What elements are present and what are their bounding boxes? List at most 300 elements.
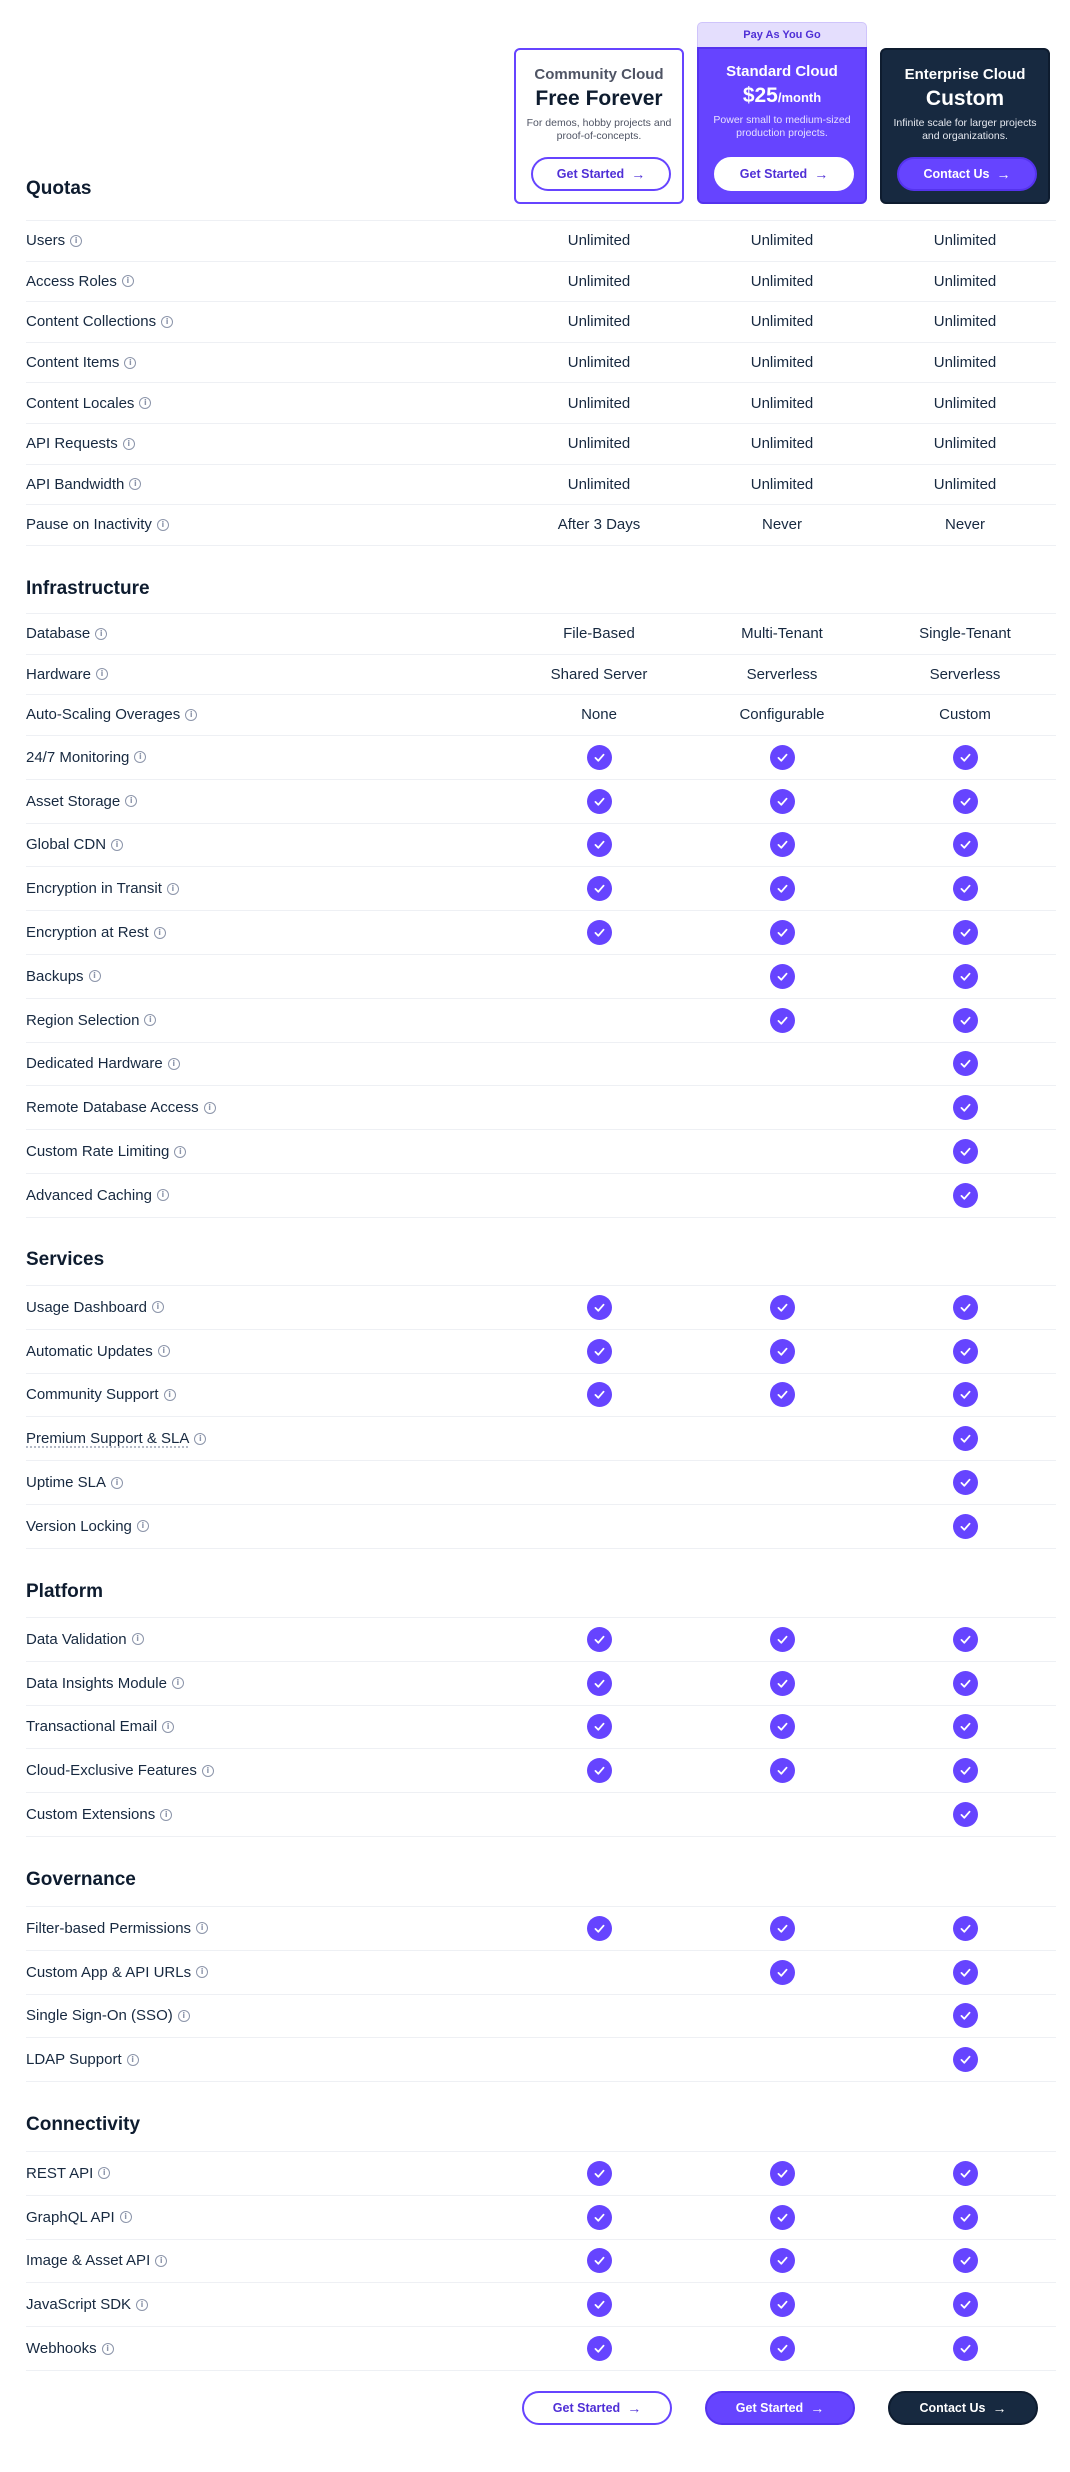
feature-label (26, 1618, 144, 1661)
feature-check-cell (697, 780, 867, 823)
info-icon[interactable]: i (168, 1058, 180, 1070)
feature-row-api-bandwidth (26, 464, 1056, 505)
feature-label (26, 1130, 186, 1173)
check-icon (953, 2248, 978, 2273)
section-title-infrastructure: Infrastructure (26, 578, 150, 599)
footer-standard-get-started-button[interactable] (705, 2391, 855, 2425)
feature-label (26, 1374, 176, 1417)
button-label: Get Started (739, 167, 808, 181)
feature-label-text: LDAP Support (26, 2051, 122, 2069)
check-icon (770, 1916, 795, 1941)
feature-label-text: Encryption at Rest (26, 924, 149, 942)
feature-label-text: Encryption in Transit (26, 880, 162, 898)
feature-value: Unlimited (933, 435, 997, 453)
check-icon (953, 1051, 978, 1076)
feature-label-text: Content Items (26, 354, 120, 372)
feature-label-text: Single Sign-On (SSO) (26, 2007, 173, 2025)
check-icon (770, 2336, 795, 2361)
feature-check-cell (880, 780, 1050, 823)
info-icon[interactable]: i (111, 1477, 123, 1489)
info-icon[interactable]: i (161, 316, 173, 328)
check-icon (587, 1295, 612, 1320)
feature-check-cell (880, 1086, 1050, 1129)
footer-enterprise-contact-us-button[interactable] (888, 2391, 1038, 2425)
info-icon[interactable]: i (134, 751, 146, 763)
feature-label-text: Content Collections (26, 313, 157, 331)
info-icon[interactable]: i (194, 1433, 206, 1445)
check-icon (953, 1183, 978, 1208)
feature-label (26, 2152, 110, 2195)
check-icon (953, 2047, 978, 2072)
check-icon (953, 1802, 978, 1827)
feature-label-text: Automatic Updates (26, 1342, 153, 1360)
feature-label (26, 1417, 206, 1460)
check-icon (953, 2205, 978, 2230)
feature-value: Unlimited (933, 232, 997, 250)
check-icon (953, 1714, 978, 1739)
feature-value: Unlimited (750, 394, 814, 412)
feature-check-cell (880, 1706, 1050, 1749)
info-icon[interactable]: i (196, 1966, 208, 1978)
feature-label (26, 2327, 114, 2370)
info-icon[interactable]: i (136, 2299, 148, 2311)
check-icon (953, 1008, 978, 1033)
check-icon (953, 1295, 978, 1320)
feature-check-cell (697, 1374, 867, 1417)
info-icon[interactable]: i (111, 839, 123, 851)
feature-check-cell (514, 999, 684, 1042)
feature-label (26, 221, 82, 261)
feature-check-cell (880, 824, 1050, 867)
feature-value: Never (761, 516, 802, 534)
feature-label-text: Data Validation (26, 1630, 127, 1648)
check-icon (770, 920, 795, 945)
feature-value: Unlimited (567, 394, 631, 412)
info-icon[interactable]: i (120, 2211, 132, 2223)
info-icon[interactable]: i (102, 2343, 114, 2355)
check-icon (770, 2205, 795, 2230)
feature-check-cell (697, 1086, 867, 1129)
section-title-platform: Platform (26, 1581, 104, 1602)
feature-label-text: Version Locking (26, 1517, 132, 1535)
feature-label (26, 1662, 184, 1705)
feature-value: Unlimited (567, 435, 631, 453)
check-icon (587, 2292, 612, 2317)
feature-check-cell (880, 955, 1050, 998)
button-label: Contact Us (919, 2401, 986, 2415)
feature-row-image-asset-api (26, 2239, 1056, 2283)
info-icon[interactable]: i (202, 1765, 214, 1777)
feature-row-custom-rate-limiting (26, 1129, 1056, 1173)
feature-check-cell (697, 1461, 867, 1504)
feature-label-text: Custom App & API URLs (26, 1963, 192, 1981)
feature-check-cell (514, 1662, 684, 1705)
feature-check-cell (880, 1417, 1050, 1460)
feature-check-cell (514, 1995, 684, 2038)
feature-label-text: Cloud-Exclusive Features (26, 1762, 197, 1780)
feature-label (26, 302, 173, 342)
feature-row-custom-extensions (26, 1792, 1056, 1836)
feature-label-text: API Requests (26, 435, 118, 453)
feature-row-auto-scaling-overages (26, 694, 1056, 735)
feature-check-cell (880, 1174, 1050, 1217)
check-icon (770, 2248, 795, 2273)
feature-row-transactional-email (26, 1705, 1056, 1749)
feature-label (26, 262, 134, 302)
feature-label-text: Image & Asset API (26, 2252, 151, 2270)
feature-label (26, 867, 179, 910)
check-icon (587, 832, 612, 857)
info-icon[interactable]: i (127, 2054, 139, 2066)
feature-label-text: Filter-based Permissions (26, 1919, 192, 1937)
feature-label (26, 655, 108, 695)
feature-check-cell (880, 1461, 1050, 1504)
plan-description: For demos, hobby projects and proof-of-concepts. (526, 117, 672, 142)
standard-get-started-button[interactable] (714, 157, 854, 191)
feature-value: Unlimited (933, 313, 997, 331)
feature-check-cell (697, 1417, 867, 1460)
feature-check-cell (697, 1951, 867, 1994)
feature-row-asset-storage (26, 779, 1056, 823)
feature-check-cell (697, 1505, 867, 1548)
section-divider (26, 2370, 1056, 2371)
check-icon (587, 2161, 612, 2186)
feature-row-content-items (26, 342, 1056, 383)
feature-check-cell (697, 999, 867, 1042)
feature-label (26, 1043, 180, 1086)
arrow-right-icon: → (810, 2400, 825, 2416)
feature-label-text: JavaScript SDK (26, 2296, 132, 2314)
check-icon (587, 1339, 612, 1364)
feature-label (26, 1907, 208, 1950)
check-icon (770, 1339, 795, 1364)
enterprise-contact-us-button[interactable] (897, 157, 1037, 191)
feature-row-data-insights-module (26, 1661, 1056, 1705)
feature-check-cell (880, 1618, 1050, 1661)
feature-check-cell (880, 2240, 1050, 2283)
feature-label-text: Community Support (26, 1386, 159, 1404)
feature-label-text: REST API (26, 2164, 94, 2182)
feature-value: Unlimited (933, 394, 997, 412)
feature-label (26, 2283, 148, 2326)
feature-check-cell (697, 1130, 867, 1173)
feature-value: Single-Tenant (919, 625, 1011, 643)
feature-check-cell (514, 867, 684, 910)
feature-check-cell (514, 1374, 684, 1417)
feature-value: Serverless (929, 665, 1001, 683)
feature-label-text: Global CDN (26, 836, 107, 854)
feature-check-cell (514, 2283, 684, 2326)
check-icon (953, 876, 978, 901)
feature-check-cell (697, 1174, 867, 1217)
info-icon[interactable]: i (96, 668, 108, 680)
feature-label (26, 1706, 174, 1749)
info-icon[interactable]: i (139, 397, 151, 409)
feature-value: Unlimited (933, 475, 997, 493)
info-icon[interactable]: i (125, 795, 137, 807)
arrow-right-icon: → (996, 166, 1011, 182)
feature-check-cell (697, 955, 867, 998)
pay-as-you-go-badge: Pay As You Go (697, 22, 867, 48)
feature-row-encryption-in-transit (26, 866, 1056, 910)
section-title-quotas: Quotas (26, 178, 92, 199)
feature-value: Unlimited (567, 354, 631, 372)
feature-check-cell (880, 1907, 1050, 1950)
info-icon[interactable]: i (129, 478, 141, 490)
feature-label-text: Asset Storage (26, 792, 121, 810)
feature-label-text: 24/7 Monitoring (26, 748, 130, 766)
feature-check-cell (697, 2283, 867, 2326)
info-icon[interactable]: i (174, 1146, 186, 1158)
section-divider (26, 1217, 1056, 1218)
feature-label (26, 1793, 172, 1836)
feature-row-automatic-updates (26, 1329, 1056, 1373)
info-icon[interactable]: i (157, 519, 169, 531)
check-icon (770, 789, 795, 814)
check-icon (770, 1382, 795, 1407)
feature-label-text: Custom Extensions (26, 1806, 156, 1824)
check-icon (953, 789, 978, 814)
feature-check-cell (514, 1130, 684, 1173)
feature-row-24-7-monitoring (26, 735, 1056, 779)
feature-label (26, 1174, 169, 1217)
check-icon (953, 1916, 978, 1941)
feature-value: Unlimited (750, 354, 814, 372)
feature-label (26, 1749, 214, 1792)
info-icon[interactable]: i (98, 2167, 110, 2179)
feature-check-cell (697, 1662, 867, 1705)
feature-label (26, 2038, 139, 2081)
feature-label-text: Uptime SLA (26, 1474, 107, 1492)
check-icon (587, 920, 612, 945)
info-icon[interactable]: i (155, 2255, 167, 2267)
info-icon[interactable]: i (89, 970, 101, 982)
feature-label (26, 695, 197, 735)
feature-check-cell (697, 824, 867, 867)
feature-label-text: Webhooks (26, 2340, 97, 2358)
feature-value: Unlimited (933, 272, 997, 290)
info-icon[interactable]: i (123, 438, 135, 450)
feature-value: Serverless (746, 665, 818, 683)
feature-check-cell (514, 1330, 684, 1373)
feature-value: Unlimited (567, 313, 631, 331)
feature-value: Unlimited (750, 313, 814, 331)
info-icon[interactable]: i (152, 1301, 164, 1313)
feature-value: Unlimited (567, 272, 631, 290)
info-icon[interactable]: i (157, 1189, 169, 1201)
feature-check-cell (697, 1286, 867, 1329)
feature-label (26, 505, 169, 545)
button-label: Contact Us (923, 167, 990, 181)
feature-value: Never (944, 516, 985, 534)
feature-check-cell (514, 2196, 684, 2239)
section-title-services: Services (26, 1249, 105, 1270)
feature-value: Configurable (739, 706, 825, 724)
info-icon[interactable]: i (172, 1677, 184, 1689)
feature-label (26, 343, 136, 383)
plan-name: Standard Cloud (726, 63, 838, 80)
feature-row-global-cdn (26, 823, 1056, 867)
feature-check-cell (514, 736, 684, 779)
section-divider (26, 1548, 1056, 1549)
feature-label-text: Hardware (26, 665, 92, 683)
info-icon[interactable]: i (122, 275, 134, 287)
feature-check-cell (697, 911, 867, 954)
check-icon (770, 2292, 795, 2317)
feature-check-cell (514, 1749, 684, 1792)
footer-community-get-started-button[interactable] (522, 2391, 672, 2425)
feature-row-advanced-caching (26, 1173, 1056, 1217)
feature-row-version-locking (26, 1504, 1056, 1548)
feature-check-cell (697, 2152, 867, 2195)
feature-label (26, 614, 107, 654)
check-icon (953, 832, 978, 857)
feature-check-cell (697, 1995, 867, 2038)
check-icon (953, 1095, 978, 1120)
feature-label (26, 1330, 170, 1373)
feature-row-dedicated-hardware (26, 1042, 1056, 1086)
info-icon[interactable]: i (162, 1721, 174, 1733)
feature-check-cell (880, 1793, 1050, 1836)
check-icon (770, 1295, 795, 1320)
feature-label-text: Data Insights Module (26, 1674, 167, 1692)
info-icon[interactable]: i (204, 1102, 216, 1114)
feature-row-rest-api (26, 2151, 1056, 2195)
feature-check-cell (514, 2327, 684, 2370)
check-icon (770, 964, 795, 989)
info-icon[interactable]: i (160, 1809, 172, 1821)
feature-label (26, 824, 123, 867)
info-icon[interactable]: i (178, 2010, 190, 2022)
feature-value: Unlimited (567, 475, 631, 493)
feature-row-encryption-at-rest (26, 910, 1056, 954)
feature-check-cell (514, 2240, 684, 2283)
check-icon (953, 1514, 978, 1539)
info-icon[interactable]: i (144, 1014, 156, 1026)
check-icon (953, 1339, 978, 1364)
feature-row-backups (26, 954, 1056, 998)
arrow-right-icon: → (627, 2400, 642, 2416)
check-icon (587, 2336, 612, 2361)
feature-check-cell (880, 2196, 1050, 2239)
feature-row-cloud-exclusive-features (26, 1748, 1056, 1792)
feature-row-users (26, 220, 1056, 261)
check-icon (587, 2205, 612, 2230)
feature-check-cell (697, 1749, 867, 1792)
feature-check-cell (880, 2038, 1050, 2081)
feature-label (26, 424, 135, 464)
feature-label-text: Pause on Inactivity (26, 516, 152, 534)
feature-check-cell (514, 1951, 684, 1994)
plan-name: Enterprise Cloud (904, 66, 1026, 83)
info-icon[interactable]: i (132, 1633, 144, 1645)
check-icon (770, 1627, 795, 1652)
info-icon[interactable]: i (70, 235, 82, 247)
feature-label-text: Access Roles (26, 272, 117, 290)
info-icon[interactable]: i (137, 1520, 149, 1532)
check-icon (770, 1671, 795, 1696)
feature-label-text: Dedicated Hardware (26, 1055, 163, 1073)
info-icon[interactable]: i (196, 1922, 208, 1934)
info-icon[interactable]: i (124, 357, 136, 369)
feature-row-javascript-sdk (26, 2282, 1056, 2326)
info-icon[interactable]: i (164, 1389, 176, 1401)
feature-row-access-roles (26, 261, 1056, 302)
check-icon (953, 1470, 978, 1495)
price-period: /month (777, 90, 822, 105)
check-icon (587, 1382, 612, 1407)
feature-check-cell (880, 999, 1050, 1042)
feature-check-cell (514, 2152, 684, 2195)
arrow-right-icon: → (814, 166, 829, 182)
section-divider (26, 545, 1056, 546)
check-icon (953, 745, 978, 770)
check-icon (587, 1758, 612, 1783)
feature-row-api-requests (26, 423, 1056, 464)
feature-row-custom-app-api-urls (26, 1950, 1056, 1994)
check-icon (770, 1714, 795, 1739)
check-icon (953, 1671, 978, 1696)
feature-check-cell (514, 780, 684, 823)
feature-check-cell (697, 736, 867, 779)
feature-row-uptime-sla (26, 1460, 1056, 1504)
info-icon[interactable]: i (95, 628, 107, 640)
feature-label-text: API Bandwidth (26, 475, 125, 493)
info-icon[interactable]: i (154, 927, 166, 939)
feature-value: Unlimited (567, 232, 631, 250)
check-icon (770, 1008, 795, 1033)
feature-check-cell (880, 1951, 1050, 1994)
check-icon (587, 1916, 612, 1941)
feature-check-cell (880, 911, 1050, 954)
section-title-governance: Governance (26, 1869, 136, 1890)
feature-row-premium-support-sla (26, 1416, 1056, 1460)
feature-check-cell (880, 1662, 1050, 1705)
feature-label (26, 1995, 190, 2038)
check-icon (587, 1671, 612, 1696)
feature-value: Unlimited (750, 435, 814, 453)
check-icon (587, 2248, 612, 2273)
feature-row-community-support (26, 1373, 1056, 1417)
feature-label (26, 2196, 132, 2239)
feature-check-cell (514, 955, 684, 998)
feature-check-cell (514, 1793, 684, 1836)
feature-check-cell (697, 1793, 867, 1836)
feature-row-pause-on-inactivity (26, 504, 1056, 545)
check-icon (953, 1758, 978, 1783)
plan-name: Community Cloud (534, 66, 664, 83)
plan-description: Infinite scale for larger projects and organizations. (893, 117, 1037, 142)
info-icon[interactable]: i (158, 1345, 170, 1357)
feature-value: File-Based (563, 625, 635, 643)
check-icon (953, 1960, 978, 1985)
feature-value: Unlimited (933, 354, 997, 372)
community-get-started-button[interactable] (531, 157, 671, 191)
feature-label (26, 383, 151, 423)
check-icon (953, 2336, 978, 2361)
feature-check-cell (880, 1374, 1050, 1417)
info-icon[interactable]: i (185, 709, 197, 721)
check-icon (770, 2161, 795, 2186)
feature-row-graphql-api (26, 2195, 1056, 2239)
feature-check-cell (880, 1995, 1050, 2038)
check-icon (587, 1627, 612, 1652)
check-icon (953, 1139, 978, 1164)
info-icon[interactable]: i (167, 883, 179, 895)
arrow-right-icon: → (631, 166, 646, 182)
check-icon (587, 789, 612, 814)
check-icon (953, 920, 978, 945)
